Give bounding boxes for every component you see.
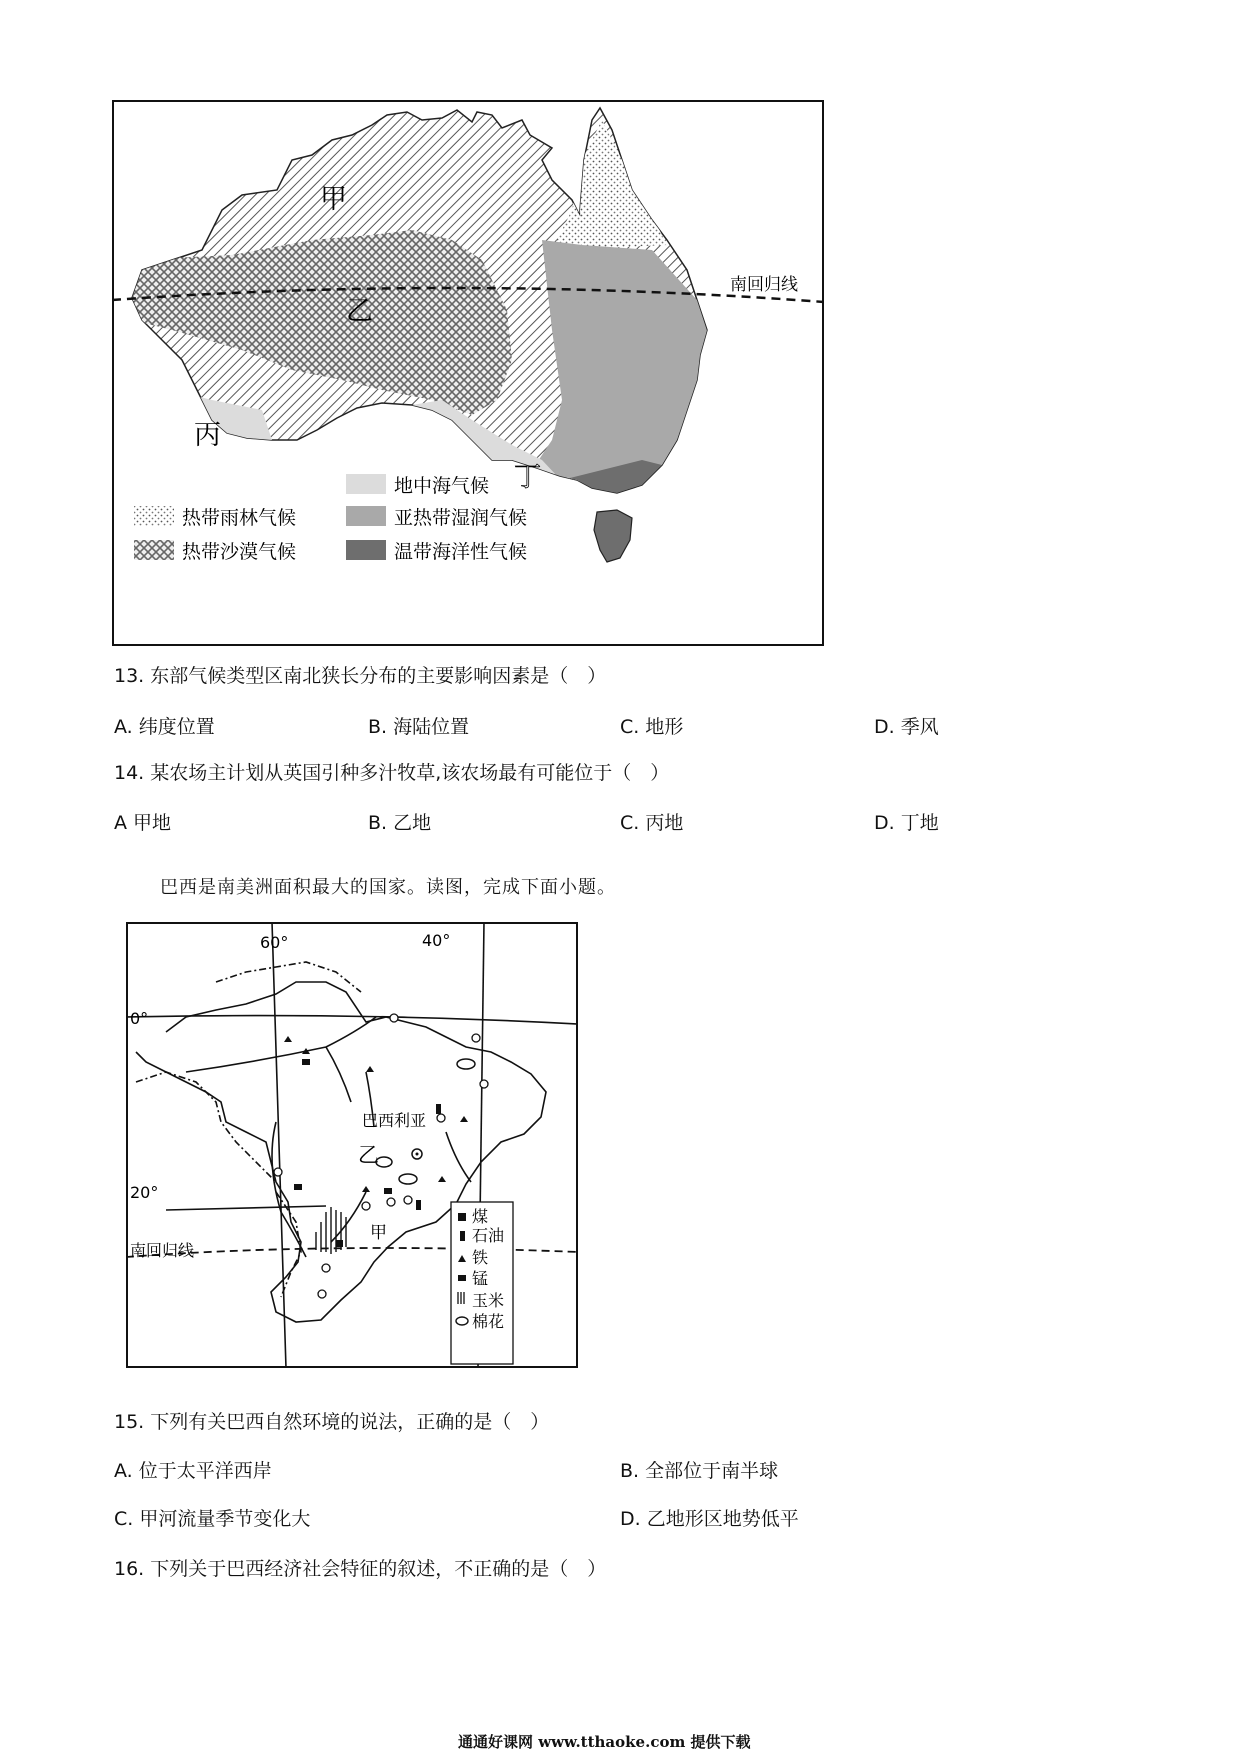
label-yi-br: 乙 bbox=[358, 1143, 379, 1167]
brasilia-dot bbox=[416, 1153, 419, 1156]
oil-symbol bbox=[436, 1104, 441, 1114]
legend-mediterranean-label: 地中海气候 bbox=[394, 475, 490, 497]
legend-desert-swatch bbox=[134, 540, 174, 560]
legend-coal-symbol bbox=[458, 1213, 466, 1221]
q13-option-c[interactable]: C. 地形 bbox=[620, 716, 684, 738]
legend-manganese-symbol bbox=[458, 1275, 466, 1281]
q14-option-c[interactable]: C. 丙地 bbox=[620, 812, 684, 834]
legend-rainforest-swatch bbox=[134, 506, 174, 526]
q15-option-b[interactable]: B. 全部位于南半球 bbox=[620, 1460, 779, 1482]
label-lat0: 0° bbox=[130, 1009, 149, 1028]
label-yi: 乙 bbox=[346, 296, 373, 327]
page-footer: 通通好课网 www.tthaoke.com 提供下载 bbox=[458, 1733, 751, 1751]
q13-stem: 13. 东部气候类型区南北狭长分布的主要影响因素是（ ） bbox=[114, 665, 607, 687]
label-lon60: 60° bbox=[260, 933, 289, 952]
label-lon40: 40° bbox=[422, 931, 451, 950]
q15-stem: 15. 下列有关巴西自然环境的说法，正确的是（ ） bbox=[114, 1411, 550, 1433]
legend-temperate-swatch bbox=[346, 540, 386, 560]
brazil-intro: 巴西是南美洲面积最大的国家。读图，完成下面小题。 bbox=[160, 877, 616, 898]
legend-maize-label: 玉米 bbox=[472, 1291, 505, 1310]
manganese-symbol bbox=[294, 1184, 302, 1190]
q14-option-d[interactable]: D. 丁地 bbox=[874, 812, 939, 834]
legend-desert-label: 热带沙漠气候 bbox=[182, 541, 297, 563]
legend-oil-symbol bbox=[460, 1231, 465, 1241]
legend-coal-label: 煤 bbox=[472, 1207, 489, 1226]
q13-option-a[interactable]: A. 纬度位置 bbox=[114, 716, 215, 738]
q13-option-b[interactable]: B. 海陆位置 bbox=[368, 716, 470, 738]
coal-symbol bbox=[336, 1240, 343, 1247]
legend-rainforest-label: 热带雨林气候 bbox=[182, 507, 297, 529]
q15-option-c[interactable]: C. 甲河流量季节变化大 bbox=[114, 1508, 311, 1530]
oil-symbol bbox=[416, 1200, 421, 1210]
q13-option-d[interactable]: D. 季风 bbox=[874, 716, 939, 738]
manganese-symbol bbox=[384, 1188, 392, 1194]
legend-oil-label: 石油 bbox=[472, 1226, 505, 1245]
q15-option-a[interactable]: A. 位于太平洋西岸 bbox=[114, 1460, 272, 1482]
label-brasilia: 巴西利亚 bbox=[362, 1111, 427, 1130]
q14-stem: 14. 某农场主计划从英国引种多汁牧草,该农场最有可能位于（ ） bbox=[114, 762, 670, 784]
label-ding: 丁 bbox=[514, 462, 541, 493]
label-lat20: 20° bbox=[130, 1183, 159, 1202]
legend-subtropical-swatch bbox=[346, 506, 386, 526]
q16-stem: 16. 下列关于巴西经济社会特征的叙述，不正确的是（ ） bbox=[114, 1558, 607, 1580]
label-bing: 丙 bbox=[194, 420, 221, 451]
label-tropic-br: 南回归线 bbox=[130, 1241, 195, 1260]
legend-iron-label: 铁 bbox=[472, 1248, 489, 1267]
legend-manganese-label: 锰 bbox=[472, 1269, 489, 1288]
legend-cotton-label: 棉花 bbox=[472, 1312, 505, 1331]
label-tropic: 南回归线 bbox=[730, 275, 798, 295]
q15-option-d[interactable]: D. 乙地形区地势低平 bbox=[620, 1508, 799, 1530]
australia-climate-map bbox=[112, 100, 824, 646]
label-jia-br: 甲 bbox=[370, 1223, 387, 1243]
legend-temperate-label: 温带海洋性气候 bbox=[394, 541, 528, 563]
legend-subtropical-label: 亚热带湿润气候 bbox=[394, 507, 528, 529]
q14-option-b[interactable]: B. 乙地 bbox=[368, 812, 432, 834]
brazil-resource-map bbox=[126, 922, 578, 1368]
label-jia: 甲 bbox=[320, 184, 347, 215]
legend-mediterranean-swatch bbox=[346, 474, 386, 494]
q14-option-a[interactable]: A 甲地 bbox=[114, 812, 172, 834]
manganese-symbol bbox=[302, 1059, 310, 1065]
